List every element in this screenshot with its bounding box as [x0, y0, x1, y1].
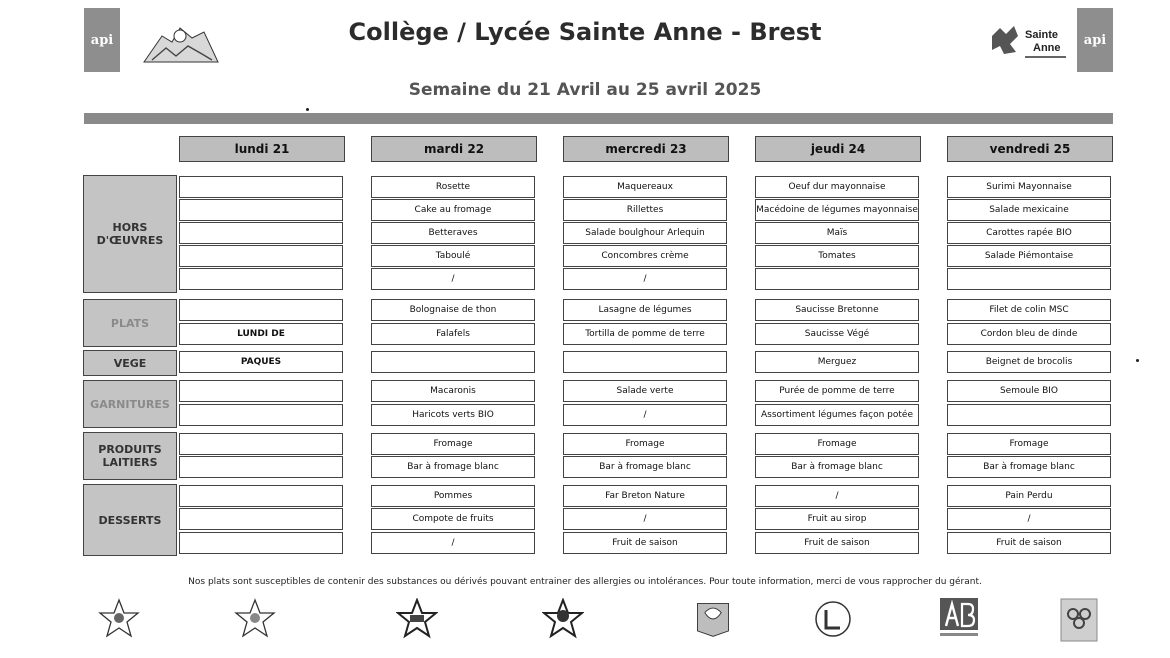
menu-cell: Saucisse Végé	[755, 323, 919, 345]
menu-cell: Filet de colin MSC	[947, 299, 1111, 321]
menu-cell: Fruit de saison	[755, 532, 919, 554]
menu-cell: Betteraves	[371, 222, 535, 244]
menu-cell: Bar à fromage blanc	[755, 456, 919, 478]
menu-cell: Saucisse Bretonne	[755, 299, 919, 321]
menu-cell: Bar à fromage blanc	[947, 456, 1111, 478]
menu-cell: Assortiment légumes façon potée	[755, 404, 919, 426]
viande-de-veau-francaise-badge-icon	[234, 598, 276, 640]
ab-agriculture-biologique-badge-icon	[936, 596, 982, 642]
holiday-label-cell: PAQUES	[179, 351, 343, 373]
menu-cell: Bar à fromage blanc	[563, 456, 727, 478]
menu-cell	[179, 380, 343, 402]
api-logo-text: api	[90, 32, 114, 48]
viande-bovine-francaise-badge-icon	[98, 598, 140, 640]
menu-cell: Rosette	[371, 176, 535, 198]
bleu-blanc-coeur-badge-icon	[692, 598, 734, 640]
header-band	[84, 113, 1113, 124]
api-logo-text: api	[1083, 32, 1107, 48]
volaille-francaise-badge-icon	[542, 598, 584, 640]
menu-cell: Salade Piémontaise	[947, 245, 1111, 267]
menu-cell: Oeuf dur mayonnaise	[755, 176, 919, 198]
menu-cell	[179, 456, 343, 478]
menu-cell: Merguez	[755, 351, 919, 373]
menu-cell: Fromage	[371, 433, 535, 455]
category-desserts: DESSERTS	[83, 484, 177, 556]
menu-cell: Pommes	[371, 485, 535, 507]
menu-cell: /	[371, 268, 535, 290]
scan-speck	[306, 108, 309, 111]
menu-cell: Macédoine de légumes mayonnaise	[755, 199, 919, 221]
menu-cell	[179, 433, 343, 455]
breizh-badge-icon	[1060, 598, 1098, 642]
menu-cell	[179, 299, 343, 321]
menu-cell: Concombres crème	[563, 245, 727, 267]
menu-cell: Semoule BIO	[947, 380, 1111, 402]
label-rouge-badge-icon	[812, 598, 854, 640]
menu-cell: Falafels	[371, 323, 535, 345]
menu-cell: Carottes rapée BIO	[947, 222, 1111, 244]
sainte-anne-logo	[988, 22, 1074, 66]
scan-speck	[1136, 359, 1139, 362]
day-header-thursday: jeudi 24	[755, 136, 921, 162]
menu-cell: Bar à fromage blanc	[371, 456, 535, 478]
menu-cell: /	[563, 268, 727, 290]
menu-cell: Surimi Mayonnaise	[947, 176, 1111, 198]
day-header-wednesday: mercredi 23	[563, 136, 729, 162]
day-header-friday: vendredi 25	[947, 136, 1113, 162]
menu-cell: Fruit de saison	[947, 532, 1111, 554]
menu-cell: Pain Perdu	[947, 485, 1111, 507]
week-subtitle: Semaine du 21 Avril au 25 avril 2025	[408, 80, 762, 100]
menu-cell: Haricots verts BIO	[371, 404, 535, 426]
category-produits-laitiers: PRODUITS LAITIERS	[83, 432, 177, 480]
menu-cell	[563, 351, 727, 373]
menu-cell: Maquereaux	[563, 176, 727, 198]
menu-cell	[947, 268, 1111, 290]
holiday-label-cell: LUNDI DE	[179, 323, 343, 345]
category-vege: VEGE	[83, 350, 177, 376]
menu-cell	[179, 199, 343, 221]
menu-cell: /	[563, 404, 727, 426]
menu-cell: Fromage	[755, 433, 919, 455]
menu-cell: Macaronis	[371, 380, 535, 402]
menu-cell: Rillettes	[563, 199, 727, 221]
menu-cell: /	[947, 508, 1111, 530]
menu-cell: Lasagne de légumes	[563, 299, 727, 321]
menu-cell: /	[563, 508, 727, 530]
menu-cell: Tomates	[755, 245, 919, 267]
menu-cell	[179, 532, 343, 554]
category-garnitures: GARNITURES	[83, 380, 177, 428]
menu-cell: Salade mexicaine	[947, 199, 1111, 221]
category-plats: PLATS	[83, 299, 177, 347]
menu-cell: Fromage	[563, 433, 727, 455]
menu-cell: Salade verte	[563, 380, 727, 402]
sainte-anne-logo-text-2: Anne	[1033, 42, 1061, 54]
page-title: Collège / Lycée Sainte Anne - Brest	[348, 18, 822, 46]
menu-cell: Cake au fromage	[371, 199, 535, 221]
menu-cell: /	[755, 485, 919, 507]
menu-cell: Fromage	[947, 433, 1111, 455]
menu-cell	[179, 245, 343, 267]
menu-cell: Fruit de saison	[563, 532, 727, 554]
menu-cell	[371, 351, 535, 373]
menu-cell: Bolognaise de thon	[371, 299, 535, 321]
menu-cell	[179, 222, 343, 244]
menu-cell: /	[371, 532, 535, 554]
menu-cell	[179, 404, 343, 426]
menu-cell: Purée de pomme de terre	[755, 380, 919, 402]
menu-cell	[179, 176, 343, 198]
menu-cell: Fruit au sirop	[755, 508, 919, 530]
menu-cell	[755, 268, 919, 290]
menu-cell: Tortilla de pomme de terre	[563, 323, 727, 345]
menu-cell	[179, 508, 343, 530]
day-header-tuesday: mardi 22	[371, 136, 537, 162]
day-header-monday: lundi 21	[179, 136, 345, 162]
menu-cell: Far Breton Nature	[563, 485, 727, 507]
sainte-anne-logo-text-1: Sainte	[1025, 29, 1059, 41]
category-hors-doeuvres: HORS D'ŒUVRES	[83, 175, 177, 293]
menu-cell: Salade boulghour Arlequin	[563, 222, 727, 244]
menu-cell: Maïs	[755, 222, 919, 244]
menu-cell	[179, 485, 343, 507]
menu-cell	[947, 404, 1111, 426]
api-logo-right	[1077, 8, 1113, 72]
menu-cell: Beignet de brocolis	[947, 351, 1111, 373]
menu-cell: Compote de fruits	[371, 508, 535, 530]
menu-cell: Taboulé	[371, 245, 535, 267]
menu-cell	[179, 268, 343, 290]
allergy-disclaimer: Nos plats sont susceptibles de contenir des substances ou dérivés pouvant entrainer des allergies ou intolérances. Pour toute information, merci de vous rapprocher du gérant.	[188, 577, 982, 587]
menu-cell: Cordon bleu de dinde	[947, 323, 1111, 345]
le-porc-francais-badge-icon	[396, 598, 438, 640]
